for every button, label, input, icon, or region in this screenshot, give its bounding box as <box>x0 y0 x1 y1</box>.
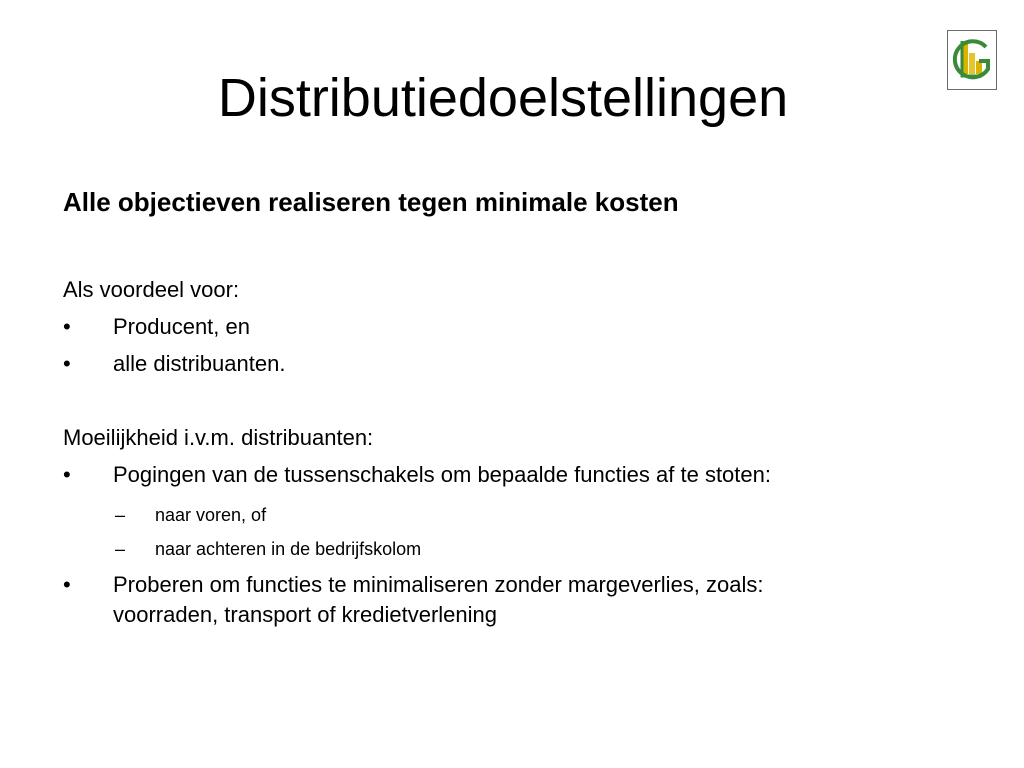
section1-intro: Als voordeel voor: <box>63 277 240 302</box>
company-logo-icon <box>947 30 997 90</box>
bullet-producent: Producent, en <box>113 314 250 339</box>
bullet-mark: • <box>63 351 71 376</box>
logo-graphic <box>948 31 996 89</box>
slide-headline: Alle objectieven realiseren tegen minimale kosten <box>63 187 679 217</box>
bullet-pogingen: Pogingen van de tussenschakels om bepaalde functies af te stoten: <box>113 462 771 487</box>
bullet-proberen-line1: Proberen om functies te minimaliseren zonder margeverlies, zoals: <box>113 572 764 597</box>
section2-intro: Moeilijkheid i.v.m. distribuanten: <box>63 425 374 450</box>
bullet-mark: • <box>63 314 71 339</box>
bullet-proberen-line2: voorraden, transport of kredietverlening <box>113 602 497 627</box>
sub-bullet-naar-achteren: naar achteren in de bedrijfskolom <box>155 539 422 559</box>
sub-bullet-naar-voren: naar voren, of <box>155 505 267 525</box>
bullet-mark: • <box>63 462 71 487</box>
slide-title: Distributiedoelstellingen <box>217 68 789 128</box>
sub-bullet-mark: – <box>115 539 126 559</box>
bullet-mark: • <box>63 572 71 597</box>
logo-bar-2 <box>969 53 975 74</box>
bullet-distribuanten: alle distribuanten. <box>113 351 286 376</box>
sub-bullet-mark: – <box>115 505 126 525</box>
